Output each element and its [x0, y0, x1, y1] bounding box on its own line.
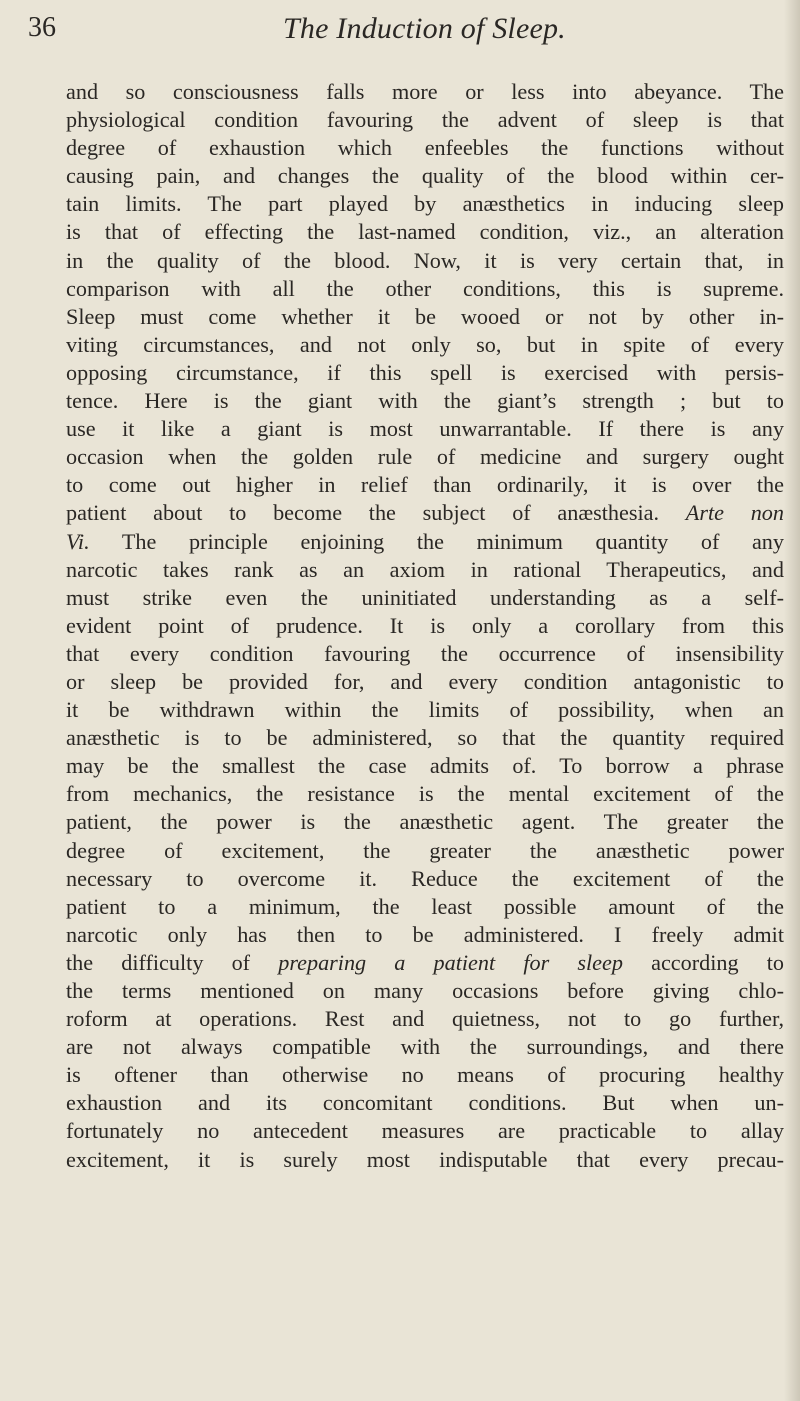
text-line: from mechanics, the resistance is the mental excitement of the: [66, 781, 784, 807]
italic-phrase: Arte non: [685, 500, 784, 526]
italic-phrase: preparing a patient for sleep: [278, 949, 623, 975]
text-line: Sleep must come whether it be wooed or not by other in-: [66, 303, 784, 329]
text-line: that every condition favouring the occurrence of insensibility: [66, 640, 784, 666]
text-line: narcotic takes rank as an axiom in rational Therapeutics, and: [66, 556, 784, 582]
text-line: exhaustion and its concomitant conditions. But when un-: [66, 1090, 784, 1116]
text-line: physiological condition favouring the advent of sleep is that: [66, 107, 784, 133]
text-line: occasion when the golden rule of medicine and surgery ought: [66, 444, 784, 470]
text-line: are not always compatible with the surroundings, and there: [66, 1034, 784, 1060]
text-line: the terms mentioned on many occasions before giving chlo-: [66, 978, 784, 1003]
text-line: it be withdrawn within the limits of possibility, when an: [66, 697, 784, 723]
text-line: excitement, it is surely most indisputable that every precau-: [66, 1146, 784, 1172]
text-line: fortunately no antecedent measures are practicable to allay: [66, 1118, 784, 1144]
text-line: to come out higher in relief than ordinarily, it is over the: [66, 472, 784, 498]
text-line: patient about to become the subject of anæsthesia. Arte non: [66, 500, 784, 526]
text-line: degree of exhaustion which enfeebles the functions without: [66, 135, 784, 161]
text-line: viting circumstances, and not only so, but in spite of every: [66, 331, 784, 357]
text-line: is that of effecting the last-named condition, viz., an alteration: [66, 219, 784, 245]
text-line: and so consciousness falls more or less into abeyance. The: [66, 79, 784, 104]
text-line: is oftener than otherwise no means of procuring healthy: [66, 1062, 784, 1088]
text-line: must strike even the uninitiated understanding as a self-: [66, 584, 784, 610]
page-number: 36: [28, 12, 56, 43]
text-line: patient to a minimum, the least possible amount of the: [66, 893, 784, 919]
text-line: causing pain, and changes the quality of the blood within cer-: [66, 163, 784, 189]
text-line: anæsthetic is to be administered, so that the quantity required: [66, 725, 784, 751]
text-line: degree of excitement, the greater the anæsthetic power: [66, 837, 784, 863]
text-line: roform at operations. Rest and quietness, not to go further,: [66, 1006, 784, 1032]
text-line: may be the smallest the case admits of. To borrow a phrase: [66, 753, 784, 779]
running-title: The Induction of Sleep.: [283, 12, 566, 45]
body-text: [66, 78, 784, 1174]
text-line: in the quality of the blood. Now, it is very certain that, in: [66, 247, 784, 273]
text-line: Vi. The principle enjoining the minimum quantity of any: [66, 528, 784, 554]
text-line: patient, the power is the anæsthetic agent. The greater the: [66, 809, 784, 835]
text-line: evident point of prudence. It is only a corollary from this: [66, 612, 784, 638]
italic-phrase: Vi.: [66, 528, 90, 554]
text-line: opposing circumstance, if this spell is exercised with persis-: [66, 359, 784, 385]
text-line: the difficulty of preparing a patient for sleep according to: [66, 949, 784, 975]
text-line: tain limits. The part played by anæsthetics in inducing sleep: [66, 191, 784, 217]
text-line: comparison with all the other conditions, this is supreme.: [66, 275, 784, 301]
text-line: necessary to overcome it. Reduce the excitement of the: [66, 865, 784, 891]
text-line: or sleep be provided for, and every condition antagonistic to: [66, 668, 784, 694]
page-header: [0, 0, 800, 64]
text-line: use it like a giant is most unwarrantable. If there is any: [66, 416, 784, 442]
page-edge-shadow: [784, 0, 800, 1401]
text-line: narcotic only has then to be administered. I freely admit: [66, 921, 784, 947]
text-line: tence. Here is the giant with the giant’s strength ; but to: [66, 388, 784, 414]
